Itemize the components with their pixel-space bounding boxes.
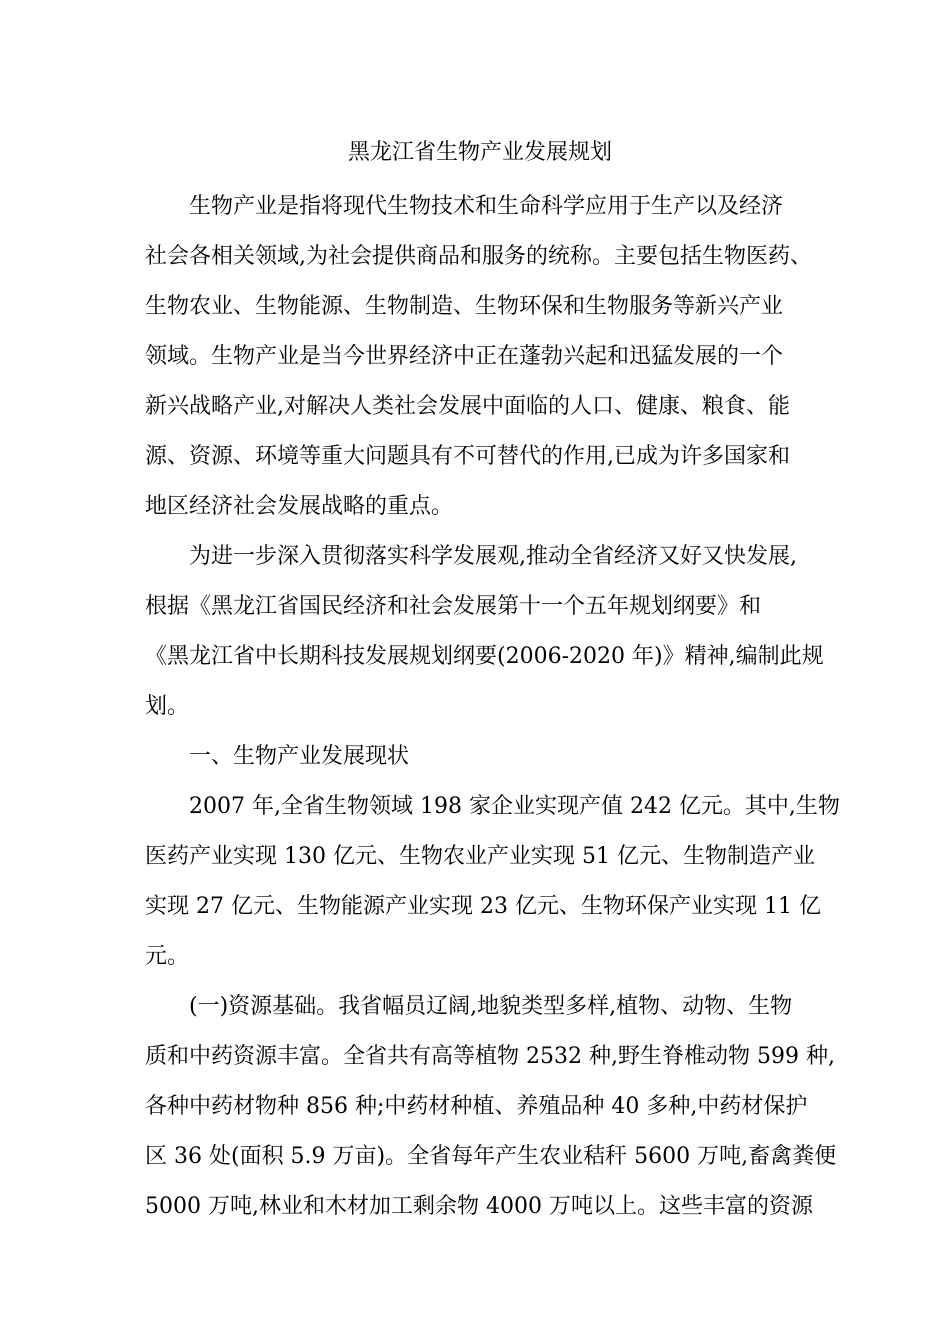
paragraph-basis	[145, 532, 824, 732]
text-line: 领域。生物产业是当今世界经济中正在蓬勃兴起和迅猛发展的一个	[145, 344, 784, 369]
text-line: 实现 27 亿元、生物能源产业实现 23 亿元、生物环保产业实现 11 亿	[145, 894, 821, 919]
text-line: 质和中药资源丰富。全省共有高等植物 2532 种,野生脊椎动物 599 种,	[145, 1044, 835, 1069]
paragraph-resources	[145, 982, 837, 1232]
text-line: 为进一步深入贯彻落实科学发展观,推动全省经济又好又快发展,	[189, 544, 797, 569]
paragraph-output	[145, 782, 840, 982]
section-heading-text: 一、生物产业发展现状	[189, 744, 410, 769]
text-line: 根据《黑龙江省国民经济和社会发展第十一个五年规划纲要》和	[145, 594, 762, 619]
text-line: 社会各相关领域,为社会提供商品和服务的统称。主要包括生物医药、	[145, 244, 812, 269]
paragraph-intro	[145, 182, 815, 532]
text-line: 5000 万吨,林业和木材加工剩余物 4000 万吨以上。这些丰富的资源	[145, 1194, 813, 1219]
text-line: 元。	[145, 944, 190, 969]
text-line: 新兴战略产业,对解决人类社会发展中面临的人口、健康、粮食、能	[145, 394, 790, 419]
text-line: 生物农业、生物能源、生物制造、生物环保和生物服务等新兴产业	[145, 294, 784, 319]
text-line: 《黑龙江省中长期科技发展规划纲要(2006-2020 年)》精神,编制此规	[145, 644, 824, 669]
section-heading	[145, 732, 815, 782]
text-line: 地区经济社会发展战略的重点。	[145, 494, 454, 519]
text-line: 2007 年,全省生物领域 198 家企业实现产值 242 亿元。其中,生物	[189, 794, 840, 819]
text-line: 医药产业实现 130 亿元、生物农业产业实现 51 亿元、生物制造产业	[145, 844, 815, 869]
document-title: 黑龙江省生物产业发展规划	[347, 140, 612, 165]
text-line: 生物产业是指将现代生物技术和生命科学应用于生产以及经济	[189, 194, 784, 219]
document-page	[145, 128, 840, 1232]
text-line: 区 36 处(面积 5.9 万亩)。全省每年产生农业秸秆 5600 万吨,畜禽粪便	[145, 1144, 837, 1169]
text-line: 划。	[145, 694, 190, 719]
text-line: 各种中药材物种 856 种;中药材种植、养殖品种 40 多种,中药材保护	[145, 1094, 808, 1119]
text-line: (一)资源基础。我省幅员辽阔,地貌类型多样,植物、动物、生物	[189, 994, 793, 1019]
text-line: 源、资源、环境等重大问题具有不可替代的作用,已成为许多国家和	[145, 444, 790, 469]
